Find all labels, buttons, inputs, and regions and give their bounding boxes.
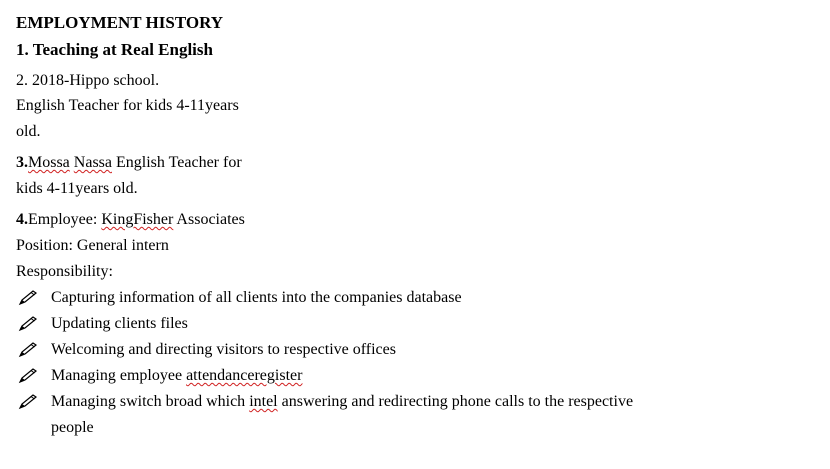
responsibility-text-4 (51, 366, 302, 386)
job-4-company-main: KingFisher (101, 211, 174, 228)
responsibility-item-3 (16, 340, 816, 360)
job-4-responsibility-label: Responsibility: (16, 263, 113, 280)
job-1 (16, 40, 213, 60)
pencil-icon (18, 316, 38, 332)
responsibility-text-5-post: answering and redirecting phone calls to the respective (277, 393, 634, 410)
job-4-employee-label: Employee: (28, 211, 102, 228)
responsibility-text-5-mark: intel (249, 393, 278, 410)
job-3-line1 (16, 153, 242, 173)
responsibility-item-4 (16, 366, 816, 386)
section-title: EMPLOYMENT HISTORY (16, 13, 224, 32)
job-2-line1: 2. 2018-Hippo school. (16, 72, 160, 89)
job-4-position: Position: General intern (16, 237, 169, 254)
responsibility-item-5 (16, 392, 816, 438)
responsibility-text-3: Welcoming and directing visitors to respective offices (51, 341, 396, 358)
job-2-line3: old. (16, 123, 41, 140)
responsibility-text-5 (51, 392, 633, 412)
responsibility-text-2: Updating clients files (51, 315, 188, 332)
job-1-number: 1. (16, 40, 29, 59)
responsibility-text-4-pre: Managing employee (51, 367, 187, 384)
pencil-icon (18, 342, 38, 358)
pencil-icon (18, 368, 38, 384)
responsibility-text-1: Capturing information of all clients into the companies database (51, 289, 462, 306)
job-3-name-word2: Nassa (73, 154, 112, 171)
job-3-line2: kids 4-11years old. (16, 180, 138, 197)
responsibility-item-1 (16, 288, 816, 308)
responsibility-text-5-cont: people (51, 419, 94, 436)
job-2-line2: English Teacher for kids 4-11years (16, 97, 239, 114)
job-3-number: 3. (16, 154, 28, 171)
job-3-name-word1: Mossa (28, 154, 70, 171)
job-4-employee (16, 210, 245, 230)
job-1-text: Teaching at Real English (32, 40, 213, 59)
responsibility-item-2 (16, 314, 816, 334)
pencil-icon (18, 394, 38, 410)
job-3-rest: English Teacher for (112, 154, 242, 171)
job-4-number: 4. (16, 211, 28, 228)
responsibility-text-5-pre: Managing switch broad which (51, 393, 250, 410)
job-4-company-rest: Associates (173, 211, 245, 228)
pencil-icon (18, 290, 38, 306)
responsibility-text-4-mark: attendanceregister (186, 367, 303, 384)
